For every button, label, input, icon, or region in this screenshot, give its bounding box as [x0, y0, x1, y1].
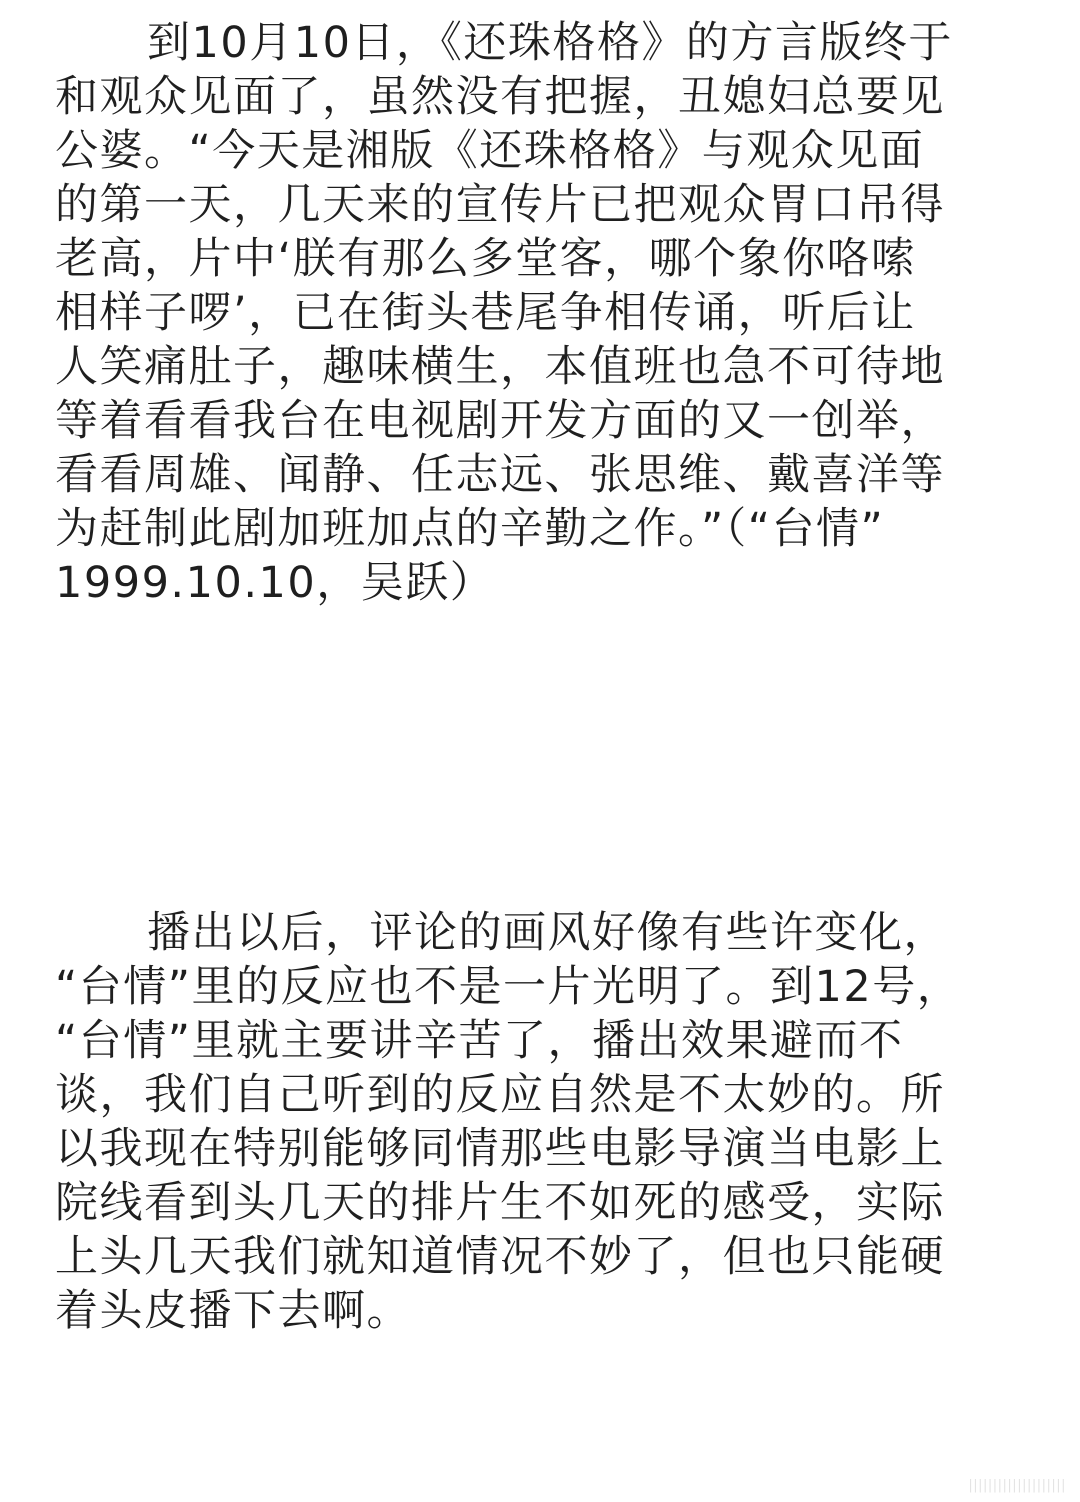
text-line: 以我现在特别能够同情那些电影导演当电影上: [55, 1124, 945, 1174]
text-line: “台情”里就主要讲辛苦了，播出效果避而不: [55, 1016, 904, 1066]
text-line: 看看周雄、闻静、任志远、张思维、戴喜洋等: [55, 450, 945, 500]
text-line: 相样子啰’，已在街头巷尾争相传诵，听后让: [55, 288, 916, 338]
paragraph-1: [55, 16, 953, 610]
text-line: 到10月10日，《还珠格格》的方言版终于: [147, 18, 953, 68]
text-line: 谈，我们自己听到的反应自然是不太妙的。所: [55, 1070, 945, 1120]
text-line: 为赶制此剧加班加点的辛勤之作。”（“台情”: [55, 504, 885, 554]
text-line: 等着看看我台在电视剧开发方面的又一创举，: [55, 396, 945, 446]
text-line: 和观众见面了，虽然没有把握，丑媳妇总要见: [55, 72, 945, 122]
text-line: 院线看到头几天的排片生不如死的感受，实际: [55, 1178, 945, 1228]
text-line: 上头几天我们就知道情况不妙了，但也只能硬: [55, 1232, 945, 1282]
text-line: 1999.10.10，吴跃）: [55, 558, 495, 608]
paragraph-2: [55, 906, 961, 1338]
text-line: 播出以后，评论的画风好像有些许变化，: [147, 908, 948, 958]
text-line: “台情”里的反应也不是一片光明了。到12号，: [55, 962, 962, 1012]
text-line: 着头皮播下去啊。: [55, 1286, 411, 1336]
text-line: 人笑痛肚子，趣味横生，本值班也急不可待地: [55, 342, 945, 392]
text-line: 公婆。“今天是湘版《还珠格格》与观众见面: [55, 126, 925, 176]
text-line: 老高，片中‘朕有那么多堂客，哪个象你咯嗦: [55, 234, 916, 284]
text-line: 的第一天，几天来的宣传片已把观众胃口吊得: [55, 180, 945, 230]
watermark: ||||||||||||||||||||: [968, 1478, 1066, 1493]
